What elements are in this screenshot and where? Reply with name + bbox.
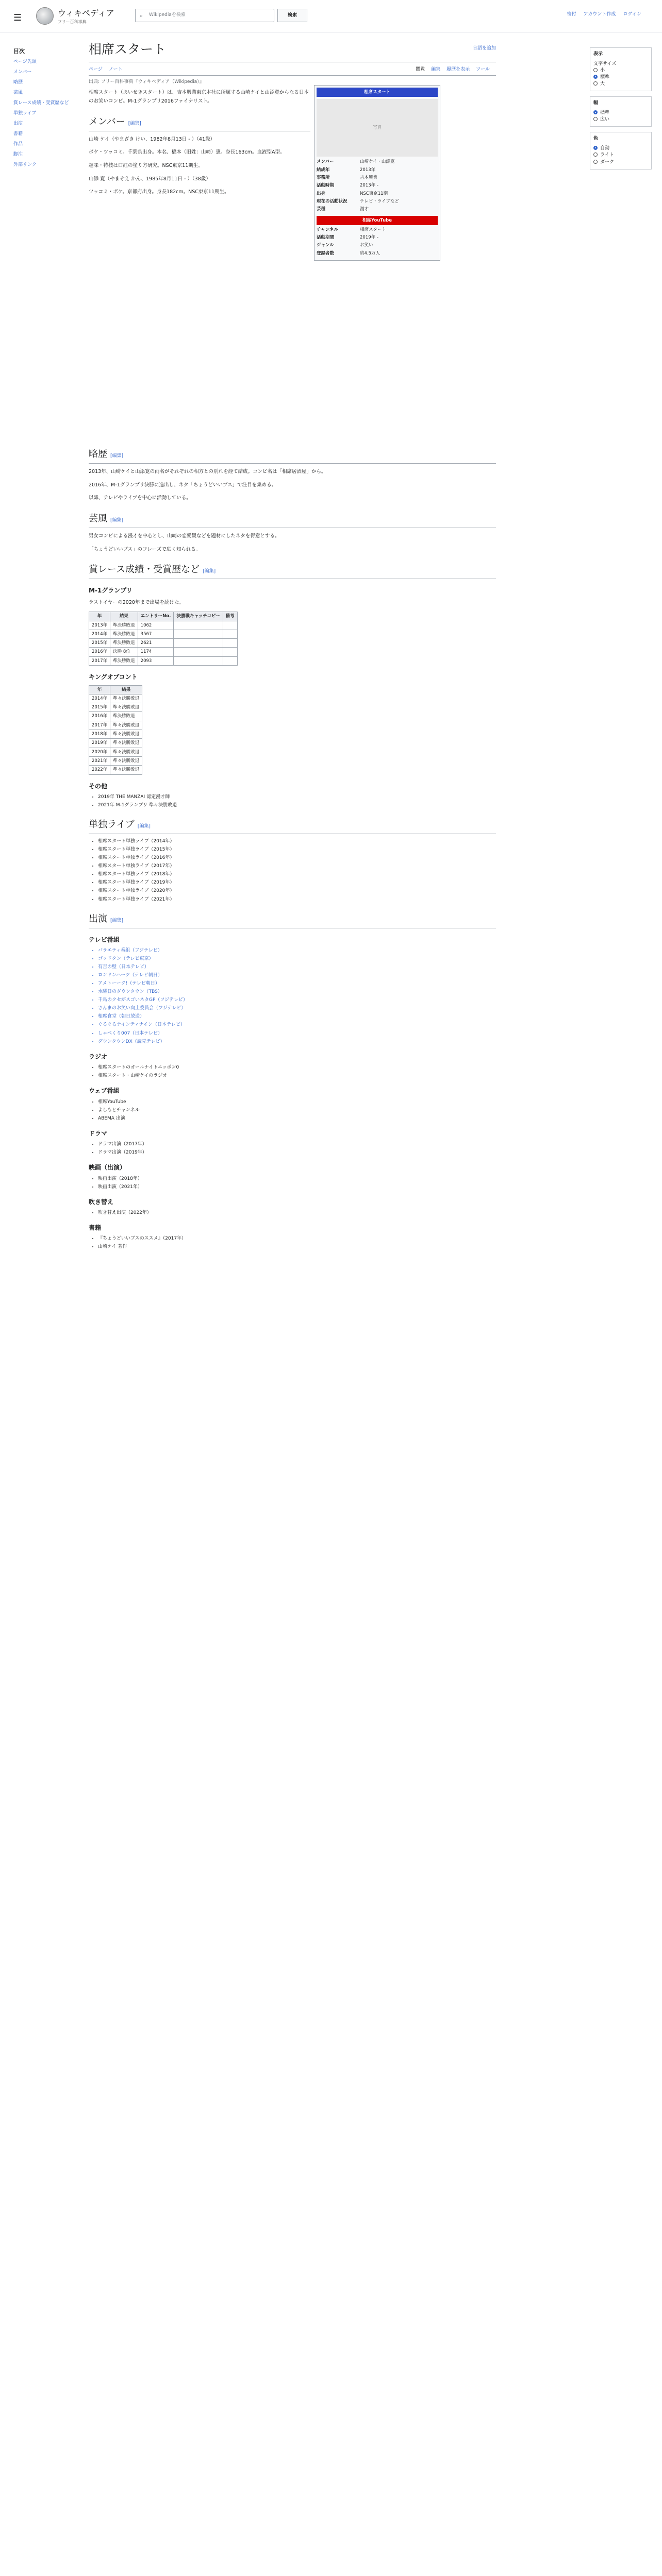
article xyxy=(89,40,496,1255)
width-label: 幅 xyxy=(593,100,599,106)
wikipedia-globe-icon xyxy=(36,7,54,25)
width-standard[interactable]: 標準 xyxy=(593,110,648,116)
toc-item[interactable]: 作品 xyxy=(13,142,23,147)
text-size-standard[interactable]: 標準 xyxy=(593,74,648,81)
member-1-title: 山崎 ケイ（やまざき けい、1982年8月13日 - ）（41歳） xyxy=(89,136,215,142)
text-size-large[interactable]: 大 xyxy=(593,81,648,88)
table-row: 2015年 準決勝敗退 2621 xyxy=(89,639,238,648)
member-1-detail: ボケ・ツッコミ。千葉県出身。本名、橋本（旧姓：山崎）恵。身長163cm。血液型A型。 xyxy=(89,149,285,156)
tab-tools[interactable]: ツール xyxy=(476,67,490,73)
other-awards-heading: その他 xyxy=(89,782,108,790)
table-of-contents xyxy=(13,47,80,172)
color-light[interactable]: ライト xyxy=(593,152,648,159)
toc-item[interactable]: 賞レース成績・受賞歴など xyxy=(13,100,69,106)
color-label: 色 xyxy=(593,136,599,142)
tab-read[interactable]: 閲覧 xyxy=(416,67,425,73)
login-link[interactable]: ログイン xyxy=(623,12,641,17)
toc-item[interactable]: 脚注 xyxy=(13,152,23,158)
appearance-panel xyxy=(590,47,652,175)
m1-note: ラストイヤーの2020年まで出場を続けた。 xyxy=(89,599,184,605)
youtube-header: 相席YouTube xyxy=(317,216,438,225)
table-row: 2016年 決勝 8位 1174 xyxy=(89,648,238,656)
toc-item[interactable]: 単独ライブ xyxy=(13,111,37,116)
history-paragraph: 2016年、M-1グランプリ決勝に進出し、ネタ「ちょうどいいブス」で注目を集める。 xyxy=(89,482,277,488)
radio-list: • 相席スタートのオールナイトニッポン0 • 相席スタート・山崎ケイのラジオ xyxy=(89,1064,496,1079)
article-source: 出典: フリー百科事典『ウィキペディア（Wikipedia）』 xyxy=(89,79,204,85)
film-heading: 映画（出演） xyxy=(89,1164,126,1172)
page-tabs xyxy=(89,66,496,76)
member-1-detail: 趣味・特技は口紅の塗り方研究。NSC東京11期生。 xyxy=(89,162,203,168)
text-size-small[interactable]: 小 xyxy=(593,67,648,74)
section-members: メンバー [編集] xyxy=(89,115,310,131)
table-row: 2017年 準々決勝敗退 xyxy=(89,721,142,730)
section-history: 略歴 [編集] xyxy=(89,448,496,464)
section-live: 単独ライブ [編集] xyxy=(89,818,496,834)
voice-heading: 吹き替え xyxy=(89,1198,114,1206)
table-row: 2016年 準決勝敗退 xyxy=(89,712,142,721)
history-paragraph: 以降、テレビやライブを中心に活動している。 xyxy=(89,495,191,501)
section-style: 芸風 [編集] xyxy=(89,512,496,528)
width-wide[interactable]: 広い xyxy=(593,116,648,123)
site-logo[interactable] xyxy=(36,7,114,25)
radio-heading: ラジオ xyxy=(89,1053,108,1060)
member-2-title: 山添 寛（やまぞえ かん、1985年8月11日 - ）（38歳） xyxy=(89,176,211,182)
table-row: 2014年 準々決勝敗退 xyxy=(89,694,142,703)
toc-item[interactable]: 書籍 xyxy=(13,131,23,137)
tab-history[interactable]: 履歴を表示 xyxy=(446,67,470,73)
member-2-detail: ツッコミ・ボケ。京都府出身。身長182cm。NSC東京11期生。 xyxy=(89,189,229,195)
tab-talk[interactable]: ノート xyxy=(108,67,123,73)
table-row: 2018年 準々決勝敗退 xyxy=(89,730,142,739)
site-name: ウィキペディア xyxy=(58,8,114,18)
search-button[interactable]: 検索 xyxy=(277,9,307,22)
section-appearances: 出演 [編集] xyxy=(89,912,496,928)
web-list: • 相席YouTube • よしもとチャンネル • ABEMA 出演 xyxy=(89,1099,496,1122)
m1-table: 年 結果 エントリーNo. 決勝戦キャッチコピー 備考 2013年 準決勝敗退 1062 2014年 準決勝敗退 3567 2015年 準決勝敗退 2621 2016年 決勝 8位 1174 2017年 準決勝敗退 2093 xyxy=(89,612,238,666)
tv-list: • バラエティ番組（フジテレビ） • ゴッドタン（テレビ東京） • 有吉の壁（日本テレビ） • ロンドンハーツ（テレビ朝日） • アメトーーク!（テレビ朝日） • 水曜日のダウンタウン（TBS） • 千鳥のクセがスゴいネタGP（フジテレビ） • さんまのお笑い向上委員会（フジテレビ） • 相席食堂（朝日放送） • ぐるぐるナインティナイン（日本テレビ） • しゃべくり007（日本テレビ） • ダウンタウンDX（読売テレビ） xyxy=(89,947,496,1045)
drama-list: • ドラマ出演（2017年） • ドラマ出演（2019年） xyxy=(89,1141,496,1156)
color-auto[interactable]: 自動 xyxy=(593,145,648,152)
infobox: 相席スタート 写真 メンバー 山崎ケイ・山添寛 結成年 2013年 事務所 吉本興業 活動時期 2013年 - 出身 NSC東京11期 現在の活動状況 テレビ・ライブなど 芸種 漫才 相席YouTube チャンネル 相席スタート 活動期間 2019年 - ジャンル お笑い 登録者数 約4.5万人 xyxy=(314,85,440,261)
infobox-title: 相席スタート xyxy=(317,88,438,97)
page-title: 相席スタート xyxy=(89,40,496,62)
web-heading: ウェブ番組 xyxy=(89,1087,120,1095)
table-row: 2020年 準々決勝敗退 xyxy=(89,748,142,756)
tab-page[interactable]: ページ xyxy=(89,67,103,73)
style-paragraph: 男女コンビによる漫才を中心とし、山崎の恋愛観などを題材にしたネタを得意とする。 xyxy=(89,533,280,539)
table-row: 2022年 準々決勝敗退 xyxy=(89,766,142,774)
m1-heading: M-1グランプリ xyxy=(89,587,133,595)
toc-item[interactable]: 外部リンク xyxy=(13,162,37,168)
toc-item[interactable]: 略歴 xyxy=(13,80,23,86)
intro-paragraph: 相席スタート（あいせきスタート）は、吉本興業東京本社に所属する山崎ケイと山添寛からなる日本のお笑いコンビ。M-1グランプリ2016ファイナリスト。 xyxy=(89,90,309,104)
book-list: • 『ちょうどいいブスのススメ』（2017年） • 山崎ケイ 著作 xyxy=(89,1235,496,1250)
create-account-link[interactable]: アカウント作成 xyxy=(583,12,616,17)
toc-item[interactable]: ページ先頭 xyxy=(13,59,37,64)
film-list: • 映画出演（2018年） • 映画出演（2021年） xyxy=(89,1176,496,1191)
other-awards-list: • 2019年 THE MANZAI 認定漫才師 • 2021年 M-1グランプリ 準々決勝敗退 xyxy=(89,794,496,809)
color-dark[interactable]: ダーク xyxy=(593,159,648,166)
search-input[interactable]: ⌕ Wikipediaを検索 xyxy=(135,9,274,22)
table-row: 2014年 準決勝敗退 3567 xyxy=(89,630,238,638)
koc-heading: キングオブコント xyxy=(89,673,138,681)
history-paragraph: 2013年、山崎ケイと山添寛の両名がそれぞれの相方との別れを経て結成。コンビ名は「相席居酒屋」から。 xyxy=(89,468,326,474)
site-subtitle: フリー百科事典 xyxy=(58,20,87,25)
text-size-label: 文字サイズ xyxy=(593,61,617,67)
toc-item[interactable]: メンバー xyxy=(13,69,32,75)
tab-edit[interactable]: 編集 xyxy=(431,67,441,73)
member-photo: 写真 xyxy=(317,99,438,157)
table-row: 2013年 準決勝敗退 1062 xyxy=(89,621,238,630)
toc-item[interactable]: 芸風 xyxy=(13,90,23,96)
appearance-title: 表示 xyxy=(593,52,603,57)
voice-list: • 吹き替え出演（2022年） xyxy=(89,1210,496,1216)
table-row: 2015年 準々決勝敗退 xyxy=(89,703,142,712)
table-row: 2019年 準々決勝敗退 xyxy=(89,739,142,748)
donate-link[interactable]: 寄付 xyxy=(567,12,576,17)
toc-title: 目次 xyxy=(13,48,25,55)
menu-icon[interactable]: ☰ xyxy=(13,12,22,23)
drama-heading: ドラマ xyxy=(89,1129,108,1137)
live-list: • 相席スタート単独ライブ（2014年） • 相席スタート単独ライブ（2015年） • 相席スタート単独ライブ（2016年） • 相席スタート単独ライブ（2017年） • 相席スタート単独ライブ（2018年） • 相席スタート単独ライブ（2019年） • 相席スタート単独ライブ（2020年） • 相席スタート単独ライブ（2021年） xyxy=(89,838,496,903)
koc-table: 年 結果 2014年 準々決勝敗退 2015年 準々決勝敗退 2016年 準決勝敗退 2017年 準々決勝敗退 2018年 準々決勝敗退 2019年 準々決勝敗退 2020年 準々決勝敗退 2021年 準々決勝敗退 2022年 準々決勝敗退 xyxy=(89,685,142,775)
toc-item[interactable]: 出演 xyxy=(13,121,23,127)
style-paragraph: 「ちょうどいいブス」のフレーズで広く知られる。 xyxy=(89,546,201,552)
language-button[interactable]: 言語を追加 xyxy=(472,46,496,51)
tv-heading: テレビ番組 xyxy=(89,936,120,943)
table-row: 2021年 準々決勝敗退 xyxy=(89,757,142,766)
table-row: 2017年 準決勝敗退 2093 xyxy=(89,656,238,665)
search-icon: ⌕ xyxy=(140,12,143,19)
header xyxy=(0,0,662,33)
user-links xyxy=(567,11,642,18)
book-heading: 書籍 xyxy=(89,1224,102,1232)
section-awards: 賞レース成績・受賞歴など [編集] xyxy=(89,563,496,579)
